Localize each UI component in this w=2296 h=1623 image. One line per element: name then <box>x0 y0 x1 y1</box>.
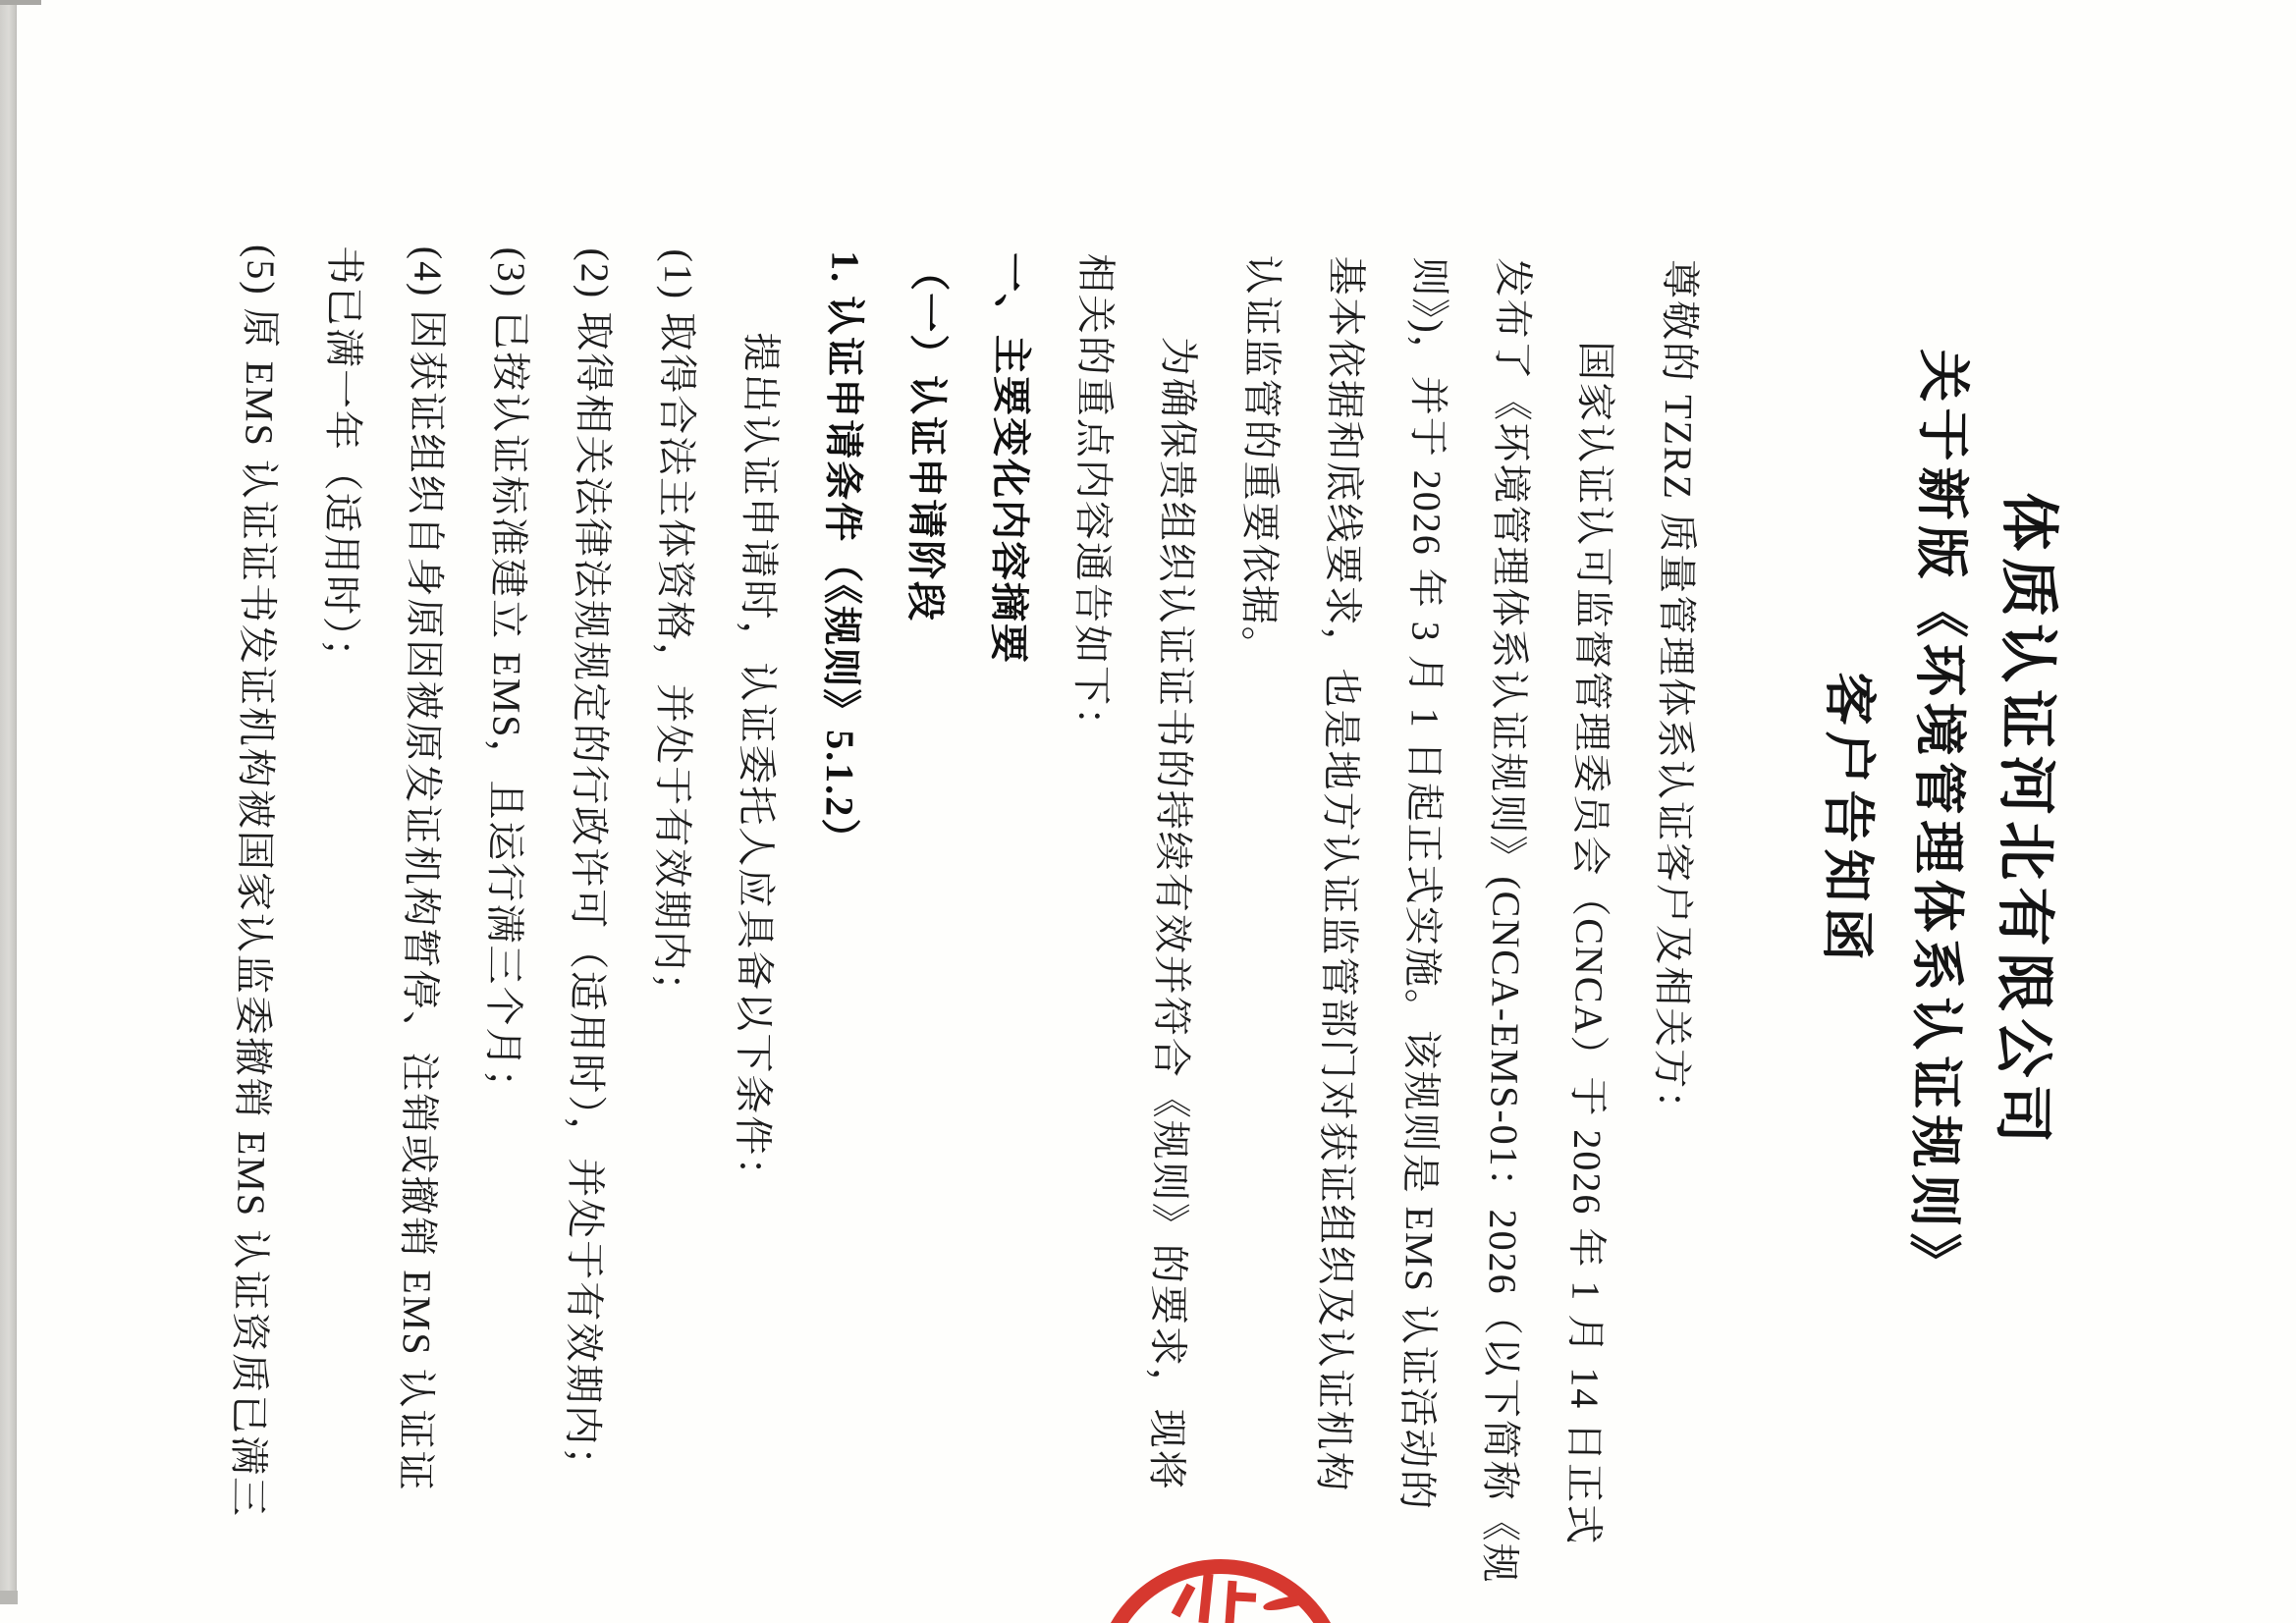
section-heading: 一、主要变化内容摘要 <box>986 251 1035 666</box>
body-line: 则》)，并于 2026 年 3 月 1 日起正式实施。该规则是 EMS 认证活动的 <box>1394 256 1452 1512</box>
list-item-continuation: 书已满一年（适用时）； <box>317 244 367 680</box>
scanner-edge-bottom-cap <box>0 1591 18 1604</box>
body-line: 认证监管的重要依据。 <box>1236 254 1285 668</box>
body-line: 国家认证认可监督管理委员会（CNCA）于 2026 年 1 月 14 日正式 <box>1560 341 1618 1546</box>
scanner-edge-corner <box>0 0 41 5</box>
seal-glyph-fragment <box>1230 1592 1256 1601</box>
salutation-line: 尊敬的 TZRZ 质量管理体系认证客户及相关方： <box>1649 258 1703 1132</box>
body-line: 基本依据和底线要求，也是地方认证监管部门对获证组织及认证机构 <box>1311 255 1369 1493</box>
subject-title: 关于新版《环境管理体系认证规则》 <box>1903 349 1973 1292</box>
company-title: 体质认证河北有限公司 <box>1989 492 2062 1151</box>
list-item: (4) 因获证组织自身原因被原发证机构暂停、注销或撤销 EMS 认证证 <box>393 245 451 1492</box>
list-item: (5) 原 EMS 认证证书发证机构被国家认监委撤销 EMS 认证资质已满三 <box>225 243 284 1519</box>
document-body <box>207 243 1722 1585</box>
document-header <box>1806 8 2296 1623</box>
body-line: 发布了《环境管理体系认证规则》(CNCA-EMS-01：2026（以下简称《规 <box>1477 257 1536 1585</box>
list-item: (2) 取得相关法律法规规定的行政许可（适用时），并处于有效期内； <box>560 247 618 1488</box>
subject-title-2: 客户告知函 <box>1816 672 1880 967</box>
body-line: 提出认证申请时，认证委托人应具备以下条件： <box>730 332 784 1199</box>
scanner-edge-left <box>0 0 17 1604</box>
list-item: (3) 已按认证标准建立 EMS，且运行满三个月； <box>480 246 534 1110</box>
subsection-heading: （一）认证申请阶段 <box>902 250 952 623</box>
body-line: 为确保贵组织认证证书的持续有效并符合《规则》的要求，现将 <box>1144 336 1201 1491</box>
clause-heading: 1. 认证申请条件（《规则》5.1.2） <box>816 250 868 860</box>
body-line: 相关的重点内容通告如下： <box>1068 252 1119 749</box>
list-item: (1) 取得合法主体资格，并处于有效期内； <box>648 248 701 1014</box>
